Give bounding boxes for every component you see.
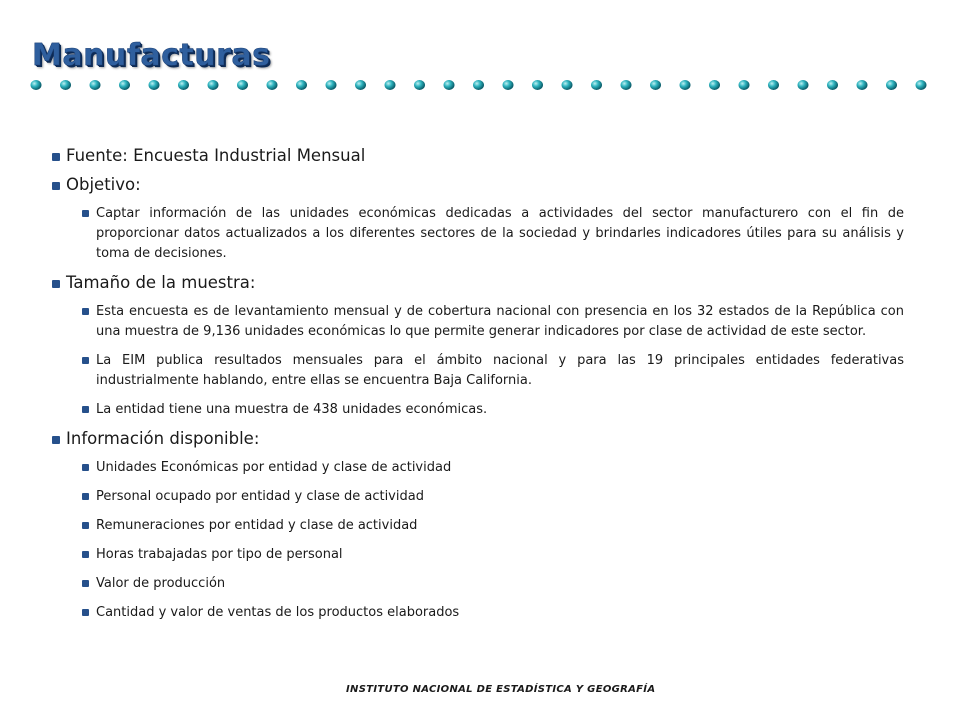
decorative-dot (798, 80, 809, 90)
decorative-dot (473, 80, 484, 90)
decorative-dot (119, 80, 130, 90)
page-title: Manufacturas (32, 38, 271, 73)
section-heading-informacion (52, 429, 904, 449)
decorative-dot (296, 80, 307, 90)
list-item-text: Personal ocupado por entidad y clase de actividad (96, 489, 424, 504)
bullet-square-icon (82, 406, 89, 413)
section-heading-text: Información disponible: (66, 429, 260, 448)
decorative-dot (444, 80, 455, 90)
section-heading-text: Tamaño de la muestra: (66, 273, 256, 292)
bullet-square-icon (82, 609, 89, 616)
decorative-dot (591, 80, 602, 90)
list-item-text: La entidad tiene una muestra de 438 unidades económicas. (96, 402, 488, 417)
decorative-dot (326, 80, 337, 90)
title-underline-dots (26, 76, 936, 94)
decorative-dot (562, 80, 573, 90)
decorative-dot (532, 80, 543, 90)
decorative-dot (90, 80, 101, 90)
list-item (52, 545, 904, 565)
bullet-square-icon (82, 210, 89, 217)
decorative-dot (60, 80, 71, 90)
section-heading-text: Objetivo: (66, 175, 141, 194)
footer-institution: INSTITUTO NACIONAL DE ESTADÍSTICA Y GEOGRAFÍA (346, 684, 656, 695)
list-item (52, 204, 904, 264)
decorative-dot (149, 80, 160, 90)
list-item-text: La EIM publica resultados mensuales para el ámbito nacional y para las 19 principales entidades federativas industrialmente hablando, entre ellas se encuentra Baja California. (96, 353, 904, 388)
section-heading-objetivo (52, 175, 904, 195)
bullet-square-icon (52, 280, 60, 288)
bullet-square-icon (52, 182, 60, 190)
decorative-dot (650, 80, 661, 90)
bullet-square-icon (82, 522, 89, 529)
decorative-dot (355, 80, 366, 90)
decorative-dot (621, 80, 632, 90)
list-item-text: Cantidad y valor de ventas de los productos elaborados (96, 605, 460, 620)
bullet-square-icon (82, 493, 89, 500)
bullet-square-icon (52, 436, 60, 444)
decorative-dot (385, 80, 396, 90)
section-heading-fuente (52, 146, 904, 166)
decorative-dot (208, 80, 219, 90)
section-heading-tamano (52, 273, 904, 293)
decorative-dot (709, 80, 720, 90)
list-item-text: Horas trabajadas por tipo de personal (96, 547, 343, 562)
decorative-dot (916, 80, 927, 90)
bullet-square-icon (82, 357, 89, 364)
decorative-dot (680, 80, 691, 90)
bullet-square-icon (82, 308, 89, 315)
bullet-square-icon (82, 551, 89, 558)
list-item (52, 516, 904, 536)
decorative-dot (414, 80, 425, 90)
decorative-dot (768, 80, 779, 90)
list-item-text: Valor de producción (96, 576, 226, 591)
list-item (52, 487, 904, 507)
list-item (52, 574, 904, 594)
list-item-text: Captar información de las unidades económicas dedicadas a actividades del sector manufacturero con el fin de proporcionar datos actualizados a los diferentes sectores de la sociedad y brindarles indicadores útiles para su análisis y toma de decisiones. (96, 206, 904, 261)
bullet-square-icon (52, 153, 60, 161)
decorative-dot (739, 80, 750, 90)
list-item (52, 458, 904, 478)
decorative-dot (503, 80, 514, 90)
decorative-dot (237, 80, 248, 90)
bullet-square-icon (82, 464, 89, 471)
bullet-square-icon (82, 580, 89, 587)
decorative-dot (31, 80, 42, 90)
decorative-dot (857, 80, 868, 90)
decorative-dot (178, 80, 189, 90)
list-item-text: Unidades Económicas por entidad y clase de actividad (96, 460, 452, 475)
list-item-text: Esta encuesta es de levantamiento mensual y de cobertura nacional con presencia en los 32 estados de la República con una muestra de 9,136 unidades económicas lo que permite generar indicadores por clase de actividad de este sector. (96, 304, 904, 339)
content-body (52, 146, 904, 632)
decorative-dot (827, 80, 838, 90)
list-item (52, 603, 904, 623)
decorative-dot (267, 80, 278, 90)
list-item-text: Remuneraciones por entidad y clase de actividad (96, 518, 418, 533)
list-item (52, 351, 904, 391)
section-heading-text: Fuente: Encuesta Industrial Mensual (66, 146, 366, 165)
list-item (52, 302, 904, 342)
list-item (52, 400, 904, 420)
decorative-dot (886, 80, 897, 90)
